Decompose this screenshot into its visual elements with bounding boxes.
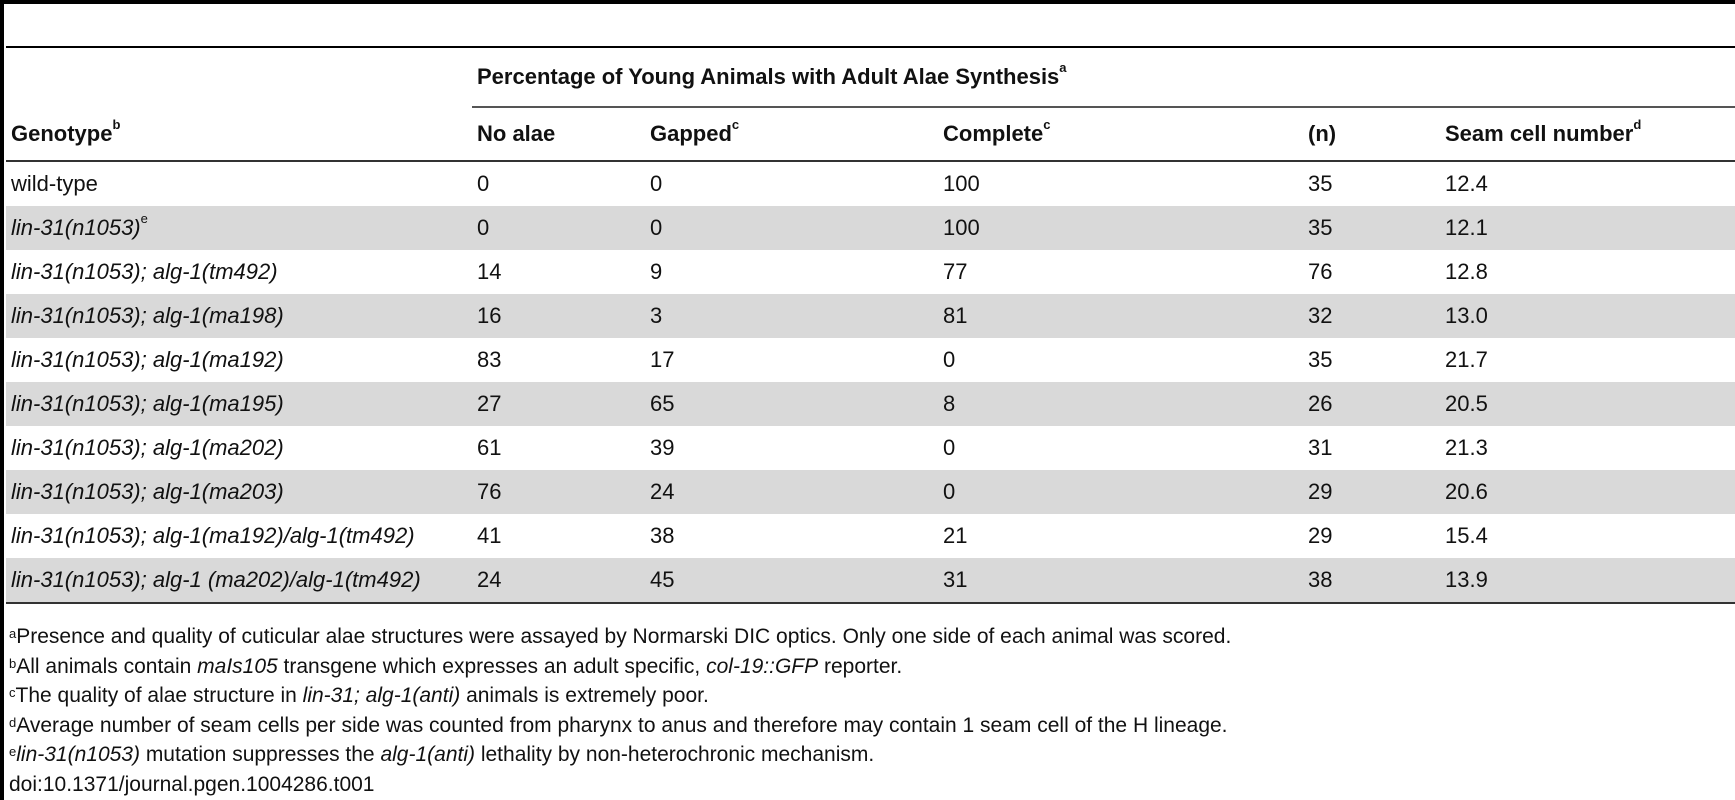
group-header-footnote-mark: a [1059,60,1067,75]
gapped-cell: 3 [645,294,938,338]
footnote-d [9,711,1231,741]
complete-cell: 100 [938,161,1303,206]
column-header-seam-cell-number [1440,107,1735,161]
footnote-text: Average number of seam cells per side was counted from pharynx to anus and therefore may contain 1 seam cell of the H lineage. [16,713,1228,737]
no-alae-cell: 83 [472,338,645,382]
genotype-cell [6,161,472,206]
complete-cell: 8 [938,382,1303,426]
footnote-text: The quality of alae structure in [15,684,303,707]
genotype-footnote-mark: e [140,211,148,226]
footnote-text: animals is extremely poor. [460,684,709,707]
gapped-cell: 65 [645,382,938,426]
footnote-text: mutation suppresses the [139,743,381,766]
genotype-cell [6,558,472,603]
group-header [472,48,1735,107]
column-header-gapped [645,107,938,161]
table-row [6,514,1735,558]
genotype-text: lin-31(n1053); alg-1(ma195) [11,391,284,416]
seam-cell: 20.6 [1440,470,1735,514]
seam-cell: 12.1 [1440,206,1735,250]
column-header-label: Seam cell number [1445,121,1634,146]
group-header-text: Percentage of Young Animals with Adult Alae Synthesis [477,64,1060,89]
table-row [6,470,1735,514]
gapped-cell: 0 [645,161,938,206]
complete-cell: 81 [938,294,1303,338]
complete-cell: 21 [938,514,1303,558]
gapped-cell: 0 [645,206,938,250]
table-row [6,338,1735,382]
genotype-cell [6,514,472,558]
column-header-label: Gapped [650,121,732,146]
genotype-text: lin-31(n1053); alg-1(ma203) [11,479,284,504]
gapped-cell: 17 [645,338,938,382]
n-cell: 35 [1303,338,1440,382]
gapped-cell: 39 [645,426,938,470]
group-header-row [6,48,1735,107]
n-cell: 31 [1303,426,1440,470]
complete-cell: 0 [938,470,1303,514]
no-alae-cell: 0 [472,206,645,250]
column-header-no-alae [472,107,645,161]
no-alae-cell: 24 [472,558,645,603]
genotype-text: lin-31(n1053); alg-1(ma192)/alg-1(tm492) [11,523,415,548]
footnote-c [9,681,1231,711]
complete-cell: 31 [938,558,1303,603]
genotype-text: lin-31(n1053); alg-1(ma198) [11,303,284,328]
genotype-text: lin-31(n1053); alg-1(ma202) [11,435,284,460]
table-row [6,161,1735,206]
genotype-cell [6,338,472,382]
doi-line: doi:10.1371/journal.pgen.1004286.t001 [9,772,375,796]
no-alae-cell: 76 [472,470,645,514]
n-cell: 26 [1303,382,1440,426]
footnote-italic-text: alg-1(anti) [380,743,475,766]
footnote-mark: d [9,714,17,730]
footnote-text: lethality by non-heterochronic mechanism. [475,743,875,766]
footnote-italic-text: lin-31; alg-1(anti) [302,684,461,707]
footnote-b [9,652,1231,682]
seam-cell: 21.3 [1440,426,1735,470]
seam-cell: 13.9 [1440,558,1735,603]
gapped-cell: 45 [645,558,938,603]
column-header-mark: b [112,116,121,132]
table-row [6,206,1735,250]
footnote-italic-text: lin-31(n1053) [16,743,140,766]
footnote-text: reporter. [818,654,903,678]
seam-cell: 13.0 [1440,294,1735,338]
column-header-label: (n) [1308,121,1337,146]
n-cell: 76 [1303,250,1440,294]
no-alae-cell: 27 [472,382,645,426]
footnote-a [9,622,1231,652]
footnote-e [9,740,1231,770]
genotype-cell [6,470,472,514]
genotype-cell [6,426,472,470]
n-cell: 35 [1303,161,1440,206]
n-cell: 32 [1303,294,1440,338]
column-header-genotype [6,107,472,161]
footnote-mark: e [9,744,17,759]
genotype-text: lin-31(n1053); alg-1(ma192) [11,347,284,372]
no-alae-cell: 0 [472,161,645,206]
footnote-mark: c [9,685,16,700]
n-cell: 38 [1303,558,1440,603]
no-alae-cell: 16 [472,294,645,338]
table-row [6,426,1735,470]
n-cell: 29 [1303,514,1440,558]
gapped-cell: 24 [645,470,938,514]
seam-cell: 12.8 [1440,250,1735,294]
genotype-cell [6,250,472,294]
column-header-n [1303,107,1440,161]
results-table [6,46,1735,604]
seam-cell: 21.7 [1440,338,1735,382]
column-header-label: Genotype [11,120,113,146]
table-row [6,250,1735,294]
genotype-text: lin-31(n1053) [11,215,141,240]
no-alae-cell: 14 [472,250,645,294]
column-header-label: Complete [943,121,1044,146]
footnote-text: transgene which expresses an adult specific, [277,654,707,678]
column-header-complete [938,107,1303,161]
gapped-cell: 9 [645,250,938,294]
seam-cell: 20.5 [1440,382,1735,426]
seam-cell: 15.4 [1440,514,1735,558]
gapped-cell: 38 [645,514,938,558]
footnote-italic-text: col-19::GFP [706,654,819,678]
genotype-text: wild-type [11,171,98,196]
table-row [6,558,1735,603]
genotype-cell [6,206,472,250]
group-header-spacer [6,48,472,107]
table-row [6,382,1735,426]
column-header-label: No alae [477,121,556,146]
genotype-text: lin-31(n1053); alg-1(tm492) [11,259,278,284]
complete-cell: 0 [938,426,1303,470]
footnote-mark: b [9,655,17,671]
footnote-italic-text: maIs105 [197,654,278,678]
column-header-mark: c [1043,117,1051,132]
footnotes [9,622,1231,799]
genotype-cell [6,294,472,338]
n-cell: 29 [1303,470,1440,514]
seam-cell: 12.4 [1440,161,1735,206]
footnote-text: All animals contain [16,654,198,678]
no-alae-cell: 41 [472,514,645,558]
no-alae-cell: 61 [472,426,645,470]
complete-cell: 0 [938,338,1303,382]
genotype-cell [6,382,472,426]
column-header-row [6,107,1735,161]
column-header-mark: d [1633,117,1642,132]
genotype-text: lin-31(n1053); alg-1 (ma202)/alg-1(tm492) [11,567,421,592]
complete-cell: 77 [938,250,1303,294]
n-cell: 35 [1303,206,1440,250]
table-row [6,294,1735,338]
column-header-mark: c [731,117,740,132]
complete-cell: 100 [938,206,1303,250]
footnote-mark: a [9,626,17,641]
footnote-text: Presence and quality of cuticular alae structures were assayed by Normarski DIC optics. Only one side of each animal was scored. [16,625,1232,648]
